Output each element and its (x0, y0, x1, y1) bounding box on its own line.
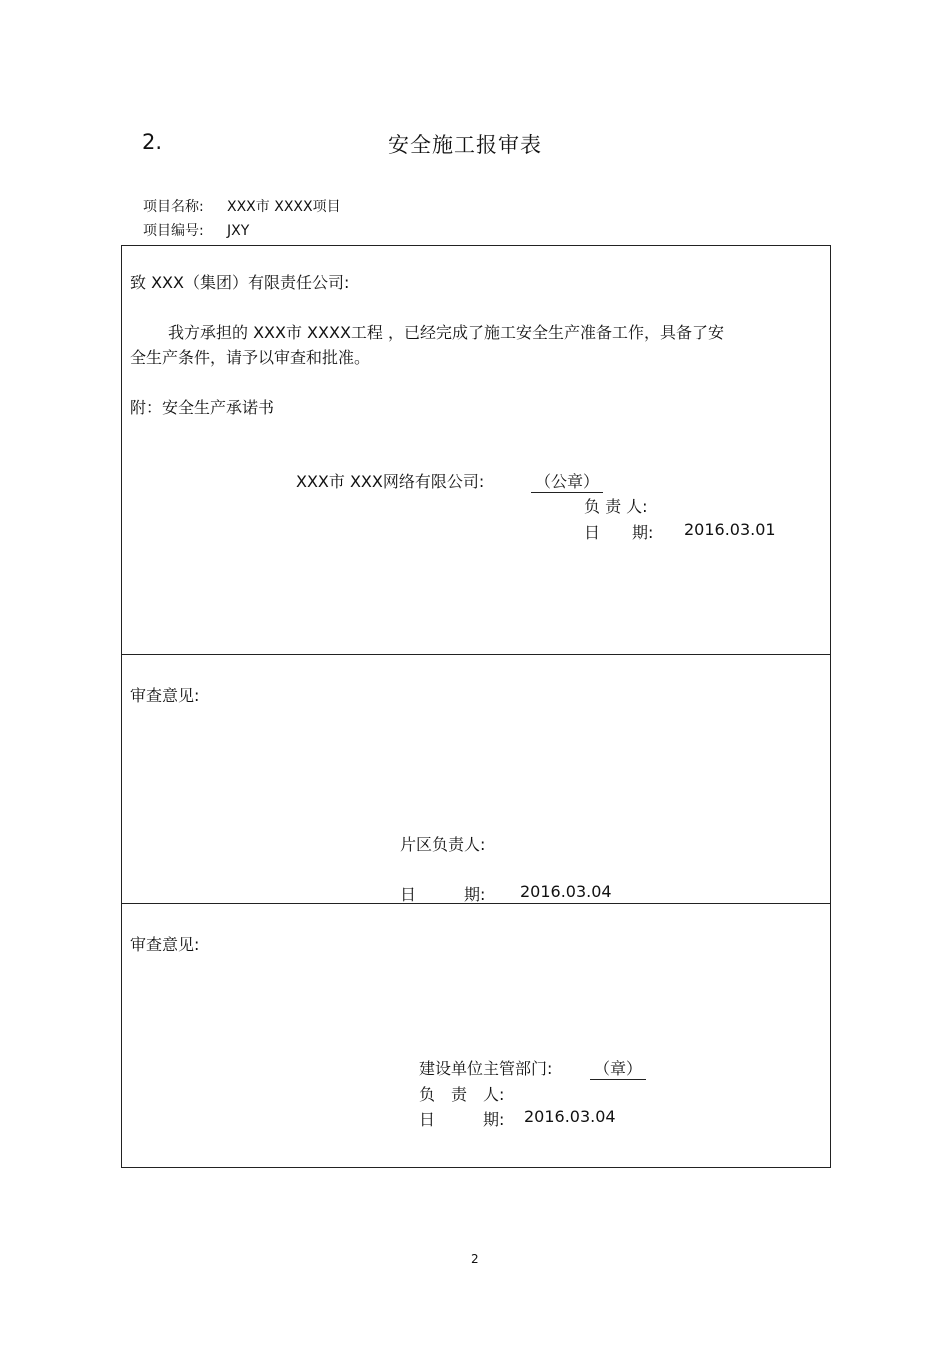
form-table (121, 245, 831, 1168)
section3-opinion-label: 审查意见: (130, 935, 200, 954)
company-seal-text: （公章） (531, 472, 603, 493)
section3-date-label: 日 期: (419, 1110, 505, 1129)
section1-person-label: 负 责 人: (584, 497, 648, 516)
section3-dept-label: 建设单位主管部门: (419, 1059, 553, 1078)
project-no-label: 项目编号: (143, 223, 204, 239)
section2-date-label: 日 期: (400, 885, 486, 904)
project-no-row (143, 220, 249, 240)
section-number: 2. (142, 130, 163, 154)
row-divider-1 (121, 654, 831, 655)
project-name-label: 项目名称: (143, 199, 204, 215)
section1-date: 2016.03.01 (684, 520, 776, 539)
body-line-1: 我方承担的 XXX市 XXXX工程 ，已经完成了施工安全生产准备工作，具备了安 (168, 323, 724, 342)
body-line-2: 全生产条件，请予以审查和批准。 (130, 348, 371, 367)
project-name-row (143, 196, 341, 216)
project-name-value: XXX市 XXXX项目 (227, 199, 341, 215)
addressee: 致 XXX（集团）有限责任公司: (130, 273, 350, 292)
dept-seal-text: （章） (590, 1059, 646, 1080)
section3-date: 2016.03.04 (524, 1107, 616, 1126)
form-title: 安全施工报审表 (388, 133, 542, 157)
section2-opinion-label: 审查意见: (130, 686, 200, 705)
section2-person-label: 片区负责人: (400, 835, 486, 854)
section2-date: 2016.03.04 (520, 882, 612, 901)
attachment-note: 附：安全生产承诺书 (130, 398, 275, 417)
company-seal (531, 469, 603, 492)
page-number: 2 (471, 1252, 479, 1266)
section1-date-label: 日 期: (584, 523, 654, 542)
project-no-value: JXY (227, 223, 250, 239)
contractor-company: XXX市 XXX网络有限公司: (296, 472, 485, 491)
dept-seal (590, 1056, 646, 1079)
section3-person-label: 负 责 人: (419, 1085, 505, 1104)
